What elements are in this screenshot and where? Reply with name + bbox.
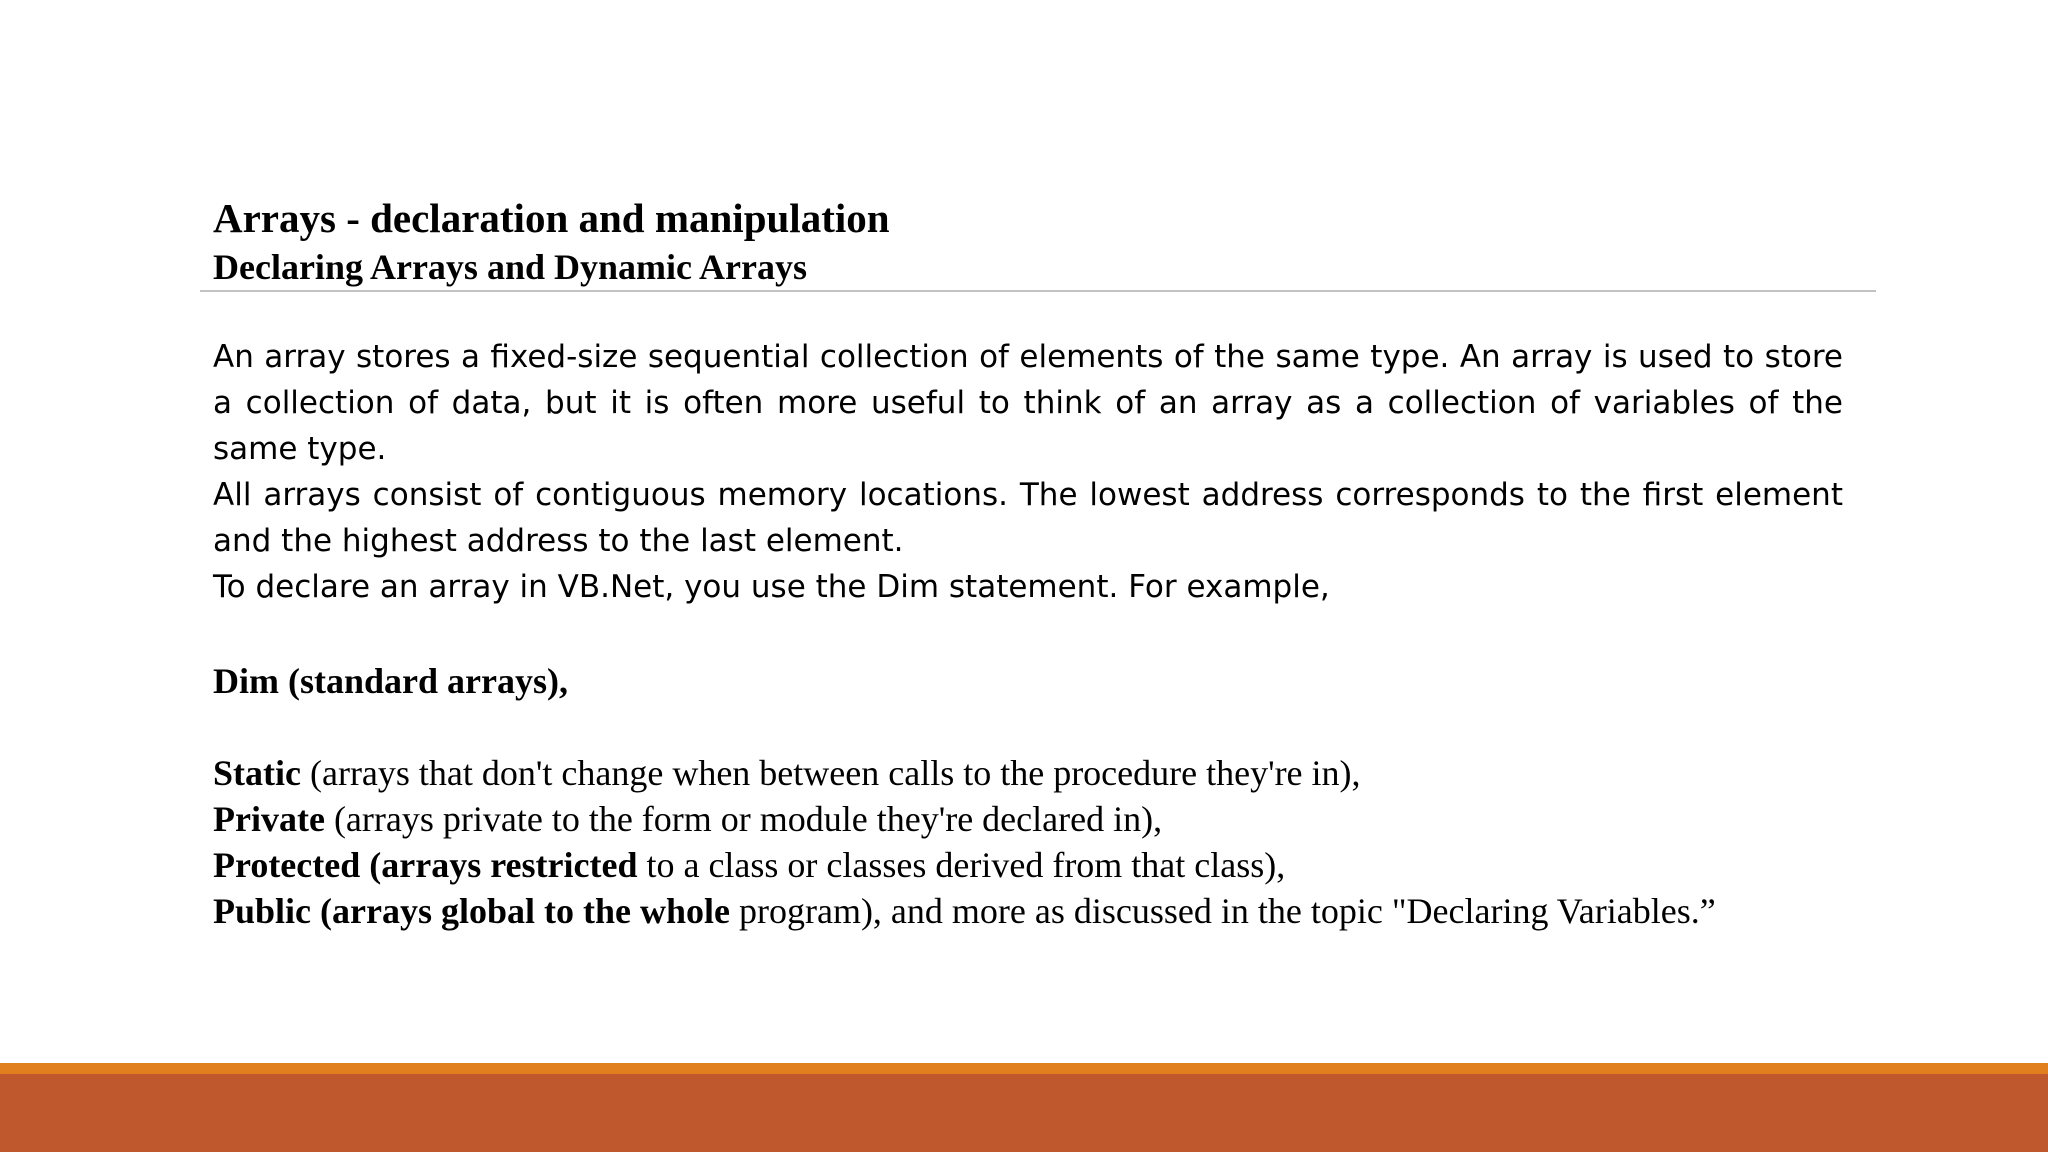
modifier-description: (arrays that don't change when between calls to the procedure they're in), (300, 753, 1361, 793)
modifier-public (213, 888, 1843, 934)
slide-subtitle: Declaring Arrays and Dynamic Arrays (213, 247, 807, 287)
paragraph-dim-statement: To declare an array in VB.Net, you use the Dim statement. For example, (213, 569, 1330, 605)
modifier-static (213, 750, 1843, 796)
access-modifiers-list (213, 750, 1843, 934)
modifier-protected (213, 842, 1843, 888)
modifier-keyword: Private (213, 799, 325, 839)
footer-accent-strip (0, 1063, 2048, 1074)
title-divider (200, 290, 1876, 292)
modifier-private (213, 796, 1843, 842)
modifier-keyword: Static (213, 753, 301, 793)
modifier-keyword: Protected (arrays restricted (213, 845, 638, 885)
modifier-keyword: Public (arrays global to the whole (213, 891, 730, 931)
modifier-description: to a class or classes derived from that class), (637, 845, 1286, 885)
modifier-description: (arrays private to the form or module they're declared in), (324, 799, 1163, 839)
paragraph-array-definition: An array stores a fixed-size sequential collection of elements of the same type. An array is used to store a collection of data, but it is often more useful to think of an array as a collection of variables of the same type. (213, 339, 1843, 467)
dim-standard-arrays: Dim (standard arrays), (213, 661, 568, 701)
body-text (213, 334, 1843, 610)
slide-title: Arrays - declaration and manipulation (213, 195, 890, 241)
modifier-description: program), and more as discussed in the topic "Declaring Variables.” (729, 891, 1716, 931)
footer-band (0, 1074, 2048, 1152)
paragraph-memory-locations: All arrays consist of contiguous memory locations. The lowest address corresponds to the first element and the highest address to the last element. (213, 477, 1843, 559)
